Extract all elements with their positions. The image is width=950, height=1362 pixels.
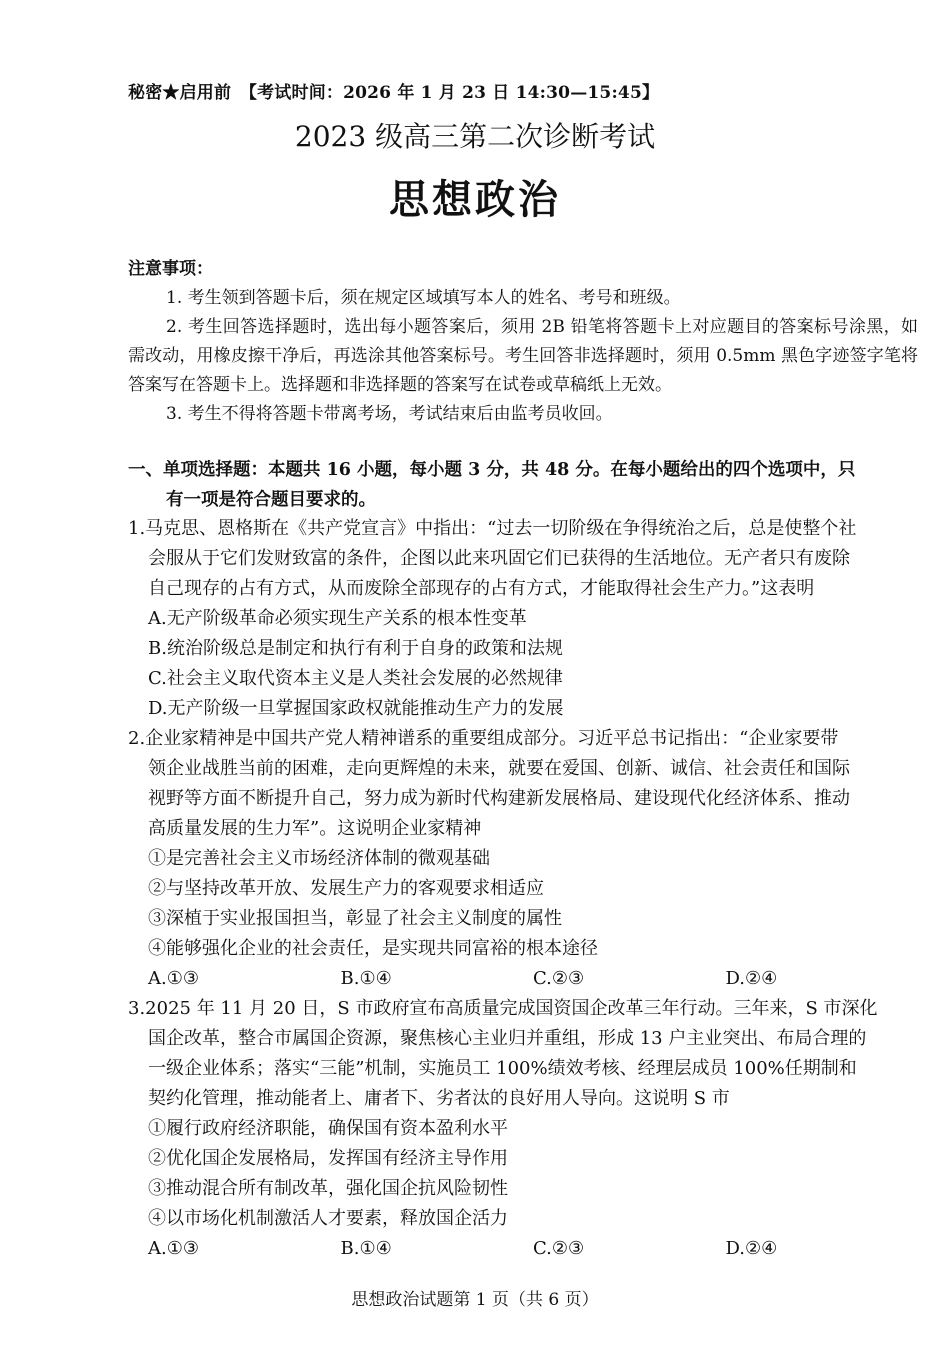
question-stem-line: 会服从于它们发财致富的条件，企图以此来巩固它们已获得的生活地位。无产者只有废除 xyxy=(148,548,850,569)
statement: ③深植于实业报国担当，彰显了社会主义制度的属性 xyxy=(148,908,562,929)
statement: ③推动混合所有制改革，强化国企抗风险韧性 xyxy=(148,1178,508,1199)
section-line: 有一项是符合题目要求的。 xyxy=(166,490,376,510)
question-stem-line: 1.马克思、恩格斯在《共产党宣言》中指出：“过去一切阶级在争得统治之后，总是使整个社 xyxy=(128,518,857,539)
choice-d: D.②④ xyxy=(725,968,778,989)
statement: ①履行政府经济职能，确保国有资本盈利水平 xyxy=(148,1118,508,1139)
confidential-header: 秘密★启用前 【考试时间：2026 年 1 月 23 日 14:30—15:45】 xyxy=(128,83,660,103)
note-item: 1. 考生领到答题卡后，须在规定区域填写本人的姓名、考号和班级。 xyxy=(166,288,681,308)
choice-d: D.②④ xyxy=(725,1238,778,1259)
choice-row xyxy=(128,1234,918,1264)
statement: ④能够强化企业的社会责任，是实现共同富裕的根本途径 xyxy=(148,938,598,959)
option-b: B.统治阶级总是制定和执行有利于自身的政策和法规 xyxy=(148,638,563,659)
question-stem-line: 高质量发展的生力军”。这说明企业家精神 xyxy=(148,818,482,839)
question-3 xyxy=(128,994,918,1264)
question-stem-line: 3.2025 年 11 月 20 日，S 市政府宣布高质量完成国资国企改革三年行动。三年来，S 市深化 xyxy=(128,998,878,1019)
choice-c: C.②③ xyxy=(533,968,585,989)
choice-b: B.①④ xyxy=(340,968,392,989)
question-stem-line: 自己现存的占有方式，从而废除全部现存的占有方式，才能取得社会生产力。”这表明 xyxy=(148,578,815,599)
statement: ④以市场化机制激活人才要素，释放国企活力 xyxy=(148,1208,508,1229)
question-stem-line: 2.企业家精神是中国共产党人精神谱系的重要组成部分。习近平总书记指出：“企业家要带 xyxy=(128,728,839,749)
choice-a: A.①③ xyxy=(148,968,199,989)
questions xyxy=(128,514,918,1264)
question-stem-line: 契约化管理，推动能者上、庸者下、劣者汰的良好用人导向。这说明 S 市 xyxy=(148,1088,730,1109)
statement: ②优化国企发展格局，发挥国有经济主导作用 xyxy=(148,1148,508,1169)
notes-block xyxy=(128,255,918,429)
choice-row xyxy=(128,964,918,994)
choice-c: C.②③ xyxy=(533,1238,585,1259)
notes-heading: 注意事项： xyxy=(128,259,213,279)
statement: ②与坚持改革开放、发展生产力的客观要求相适应 xyxy=(148,878,544,899)
question-stem-line: 一级企业体系；落实“三能”机制，实施员工 100%绩效考核、经理层成员 100%任期制和 xyxy=(148,1058,857,1079)
option-c: C.社会主义取代资本主义是人类社会发展的必然规律 xyxy=(148,668,563,689)
question-stem-line: 国企改革，整合市属国企资源，聚焦核心主业归并重组，形成 13 户主业突出、布局合理的 xyxy=(148,1028,867,1049)
note-item: 2. 考生回答选择题时，选出每小题答案后，须用 2B 铅笔将答题卡上对应题目的答案标号涂黑，如需改动，用橡皮擦干净后，再选涂其他答案标号。考生回答非选择题时，须用 0.5mm 黑色字迹签字笔将答案写在答题卡上。选择题和非选择题的答案写在试卷或草稿纸上无效。 xyxy=(128,317,918,395)
section-heading xyxy=(128,455,918,515)
section-line: 一、单项选择题：本题共 16 小题，每小题 3 分，共 48 分。在每小题给出的四个选项中，只 xyxy=(128,460,856,480)
subject-title: 思想政治 xyxy=(389,176,561,223)
option-d: D.无产阶级一旦掌握国家政权就能推动生产力的发展 xyxy=(148,698,564,719)
page-footer: 思想政治试题第 1 页（共 6 页） xyxy=(351,1290,599,1310)
note-item: 3. 考生不得将答题卡带离考场，考试结束后由监考员收回。 xyxy=(166,404,613,424)
question-2 xyxy=(128,724,918,994)
question-stem-line: 视野等方面不断提升自己，努力成为新时代构建新发展格局、建设现代化经济体系、推动 xyxy=(148,788,850,809)
statement: ①是完善社会主义市场经济体制的微观基础 xyxy=(148,848,490,869)
choice-a: A.①③ xyxy=(148,1238,199,1259)
option-a: A.无产阶级革命必须实现生产关系的根本性变革 xyxy=(148,608,527,629)
exam-title: 2023 级高三第二次诊断考试 xyxy=(294,120,656,153)
question-1 xyxy=(128,514,918,724)
choice-b: B.①④ xyxy=(340,1238,392,1259)
question-stem-line: 领企业战胜当前的困难，走向更辉煌的未来，就要在爱国、创新、诚信、社会责任和国际 xyxy=(148,758,850,779)
